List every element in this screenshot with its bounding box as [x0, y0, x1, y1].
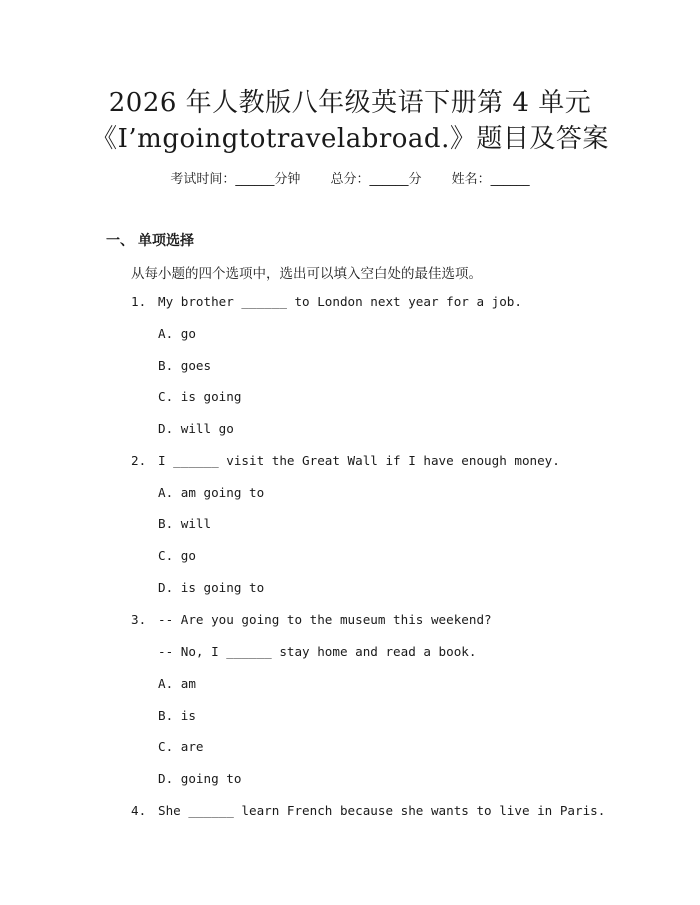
exam-meta [0, 168, 700, 187]
option-3c: C. are [158, 739, 204, 754]
page-title-line2: 《I’mgoingtotravelabroad.》题目及答案 [91, 124, 609, 154]
student-name-label: 姓名：______ [451, 172, 530, 187]
question-text: I ______ visit the Great Wall if I have enough money. [158, 453, 560, 468]
option-2a: A. am going to [158, 485, 265, 500]
page-title-line1: 2026 年人教版八年级英语下册第 4 单元 [108, 88, 592, 118]
option-1a: A. go [158, 326, 196, 341]
question-text: She ______ learn French because she wants to live in Paris. [158, 803, 606, 818]
question-text: -- Are you going to the museum this weekend? [158, 612, 492, 627]
question-1 [131, 294, 522, 309]
question-text: My brother ______ to London next year for a job. [158, 294, 522, 309]
section-heading [106, 230, 194, 250]
question-3-line-2: -- No, I ______ stay home and read a book. [158, 644, 477, 659]
question-4 [131, 803, 605, 818]
option-2c: C. go [158, 548, 196, 563]
total-score-label: 总分：______分 [330, 172, 422, 187]
question-number: 2. [131, 453, 147, 468]
question-number: 1. [131, 294, 147, 309]
option-1c: C. is going [158, 389, 242, 404]
option-1d: D. will go [158, 421, 234, 436]
option-2b: B. will [158, 516, 212, 531]
section-title: 单项选择 [138, 233, 194, 249]
option-2d: D. is going to [158, 580, 265, 595]
section-number: 一、 [106, 233, 134, 249]
option-3a: A. am [158, 676, 196, 691]
option-1b: B. goes [158, 358, 212, 373]
option-3b: B. is [158, 708, 196, 723]
question-number: 3. [131, 612, 147, 627]
question-number: 4. [131, 803, 147, 818]
question-2 [131, 453, 560, 468]
exam-time-label: 考试时间：______分钟 [170, 172, 301, 187]
question-3 [131, 612, 492, 627]
option-3d: D. going to [158, 771, 242, 786]
section-instruction: 从每小题的四个选项中，选出可以填入空白处的最佳选项。 [131, 266, 482, 282]
